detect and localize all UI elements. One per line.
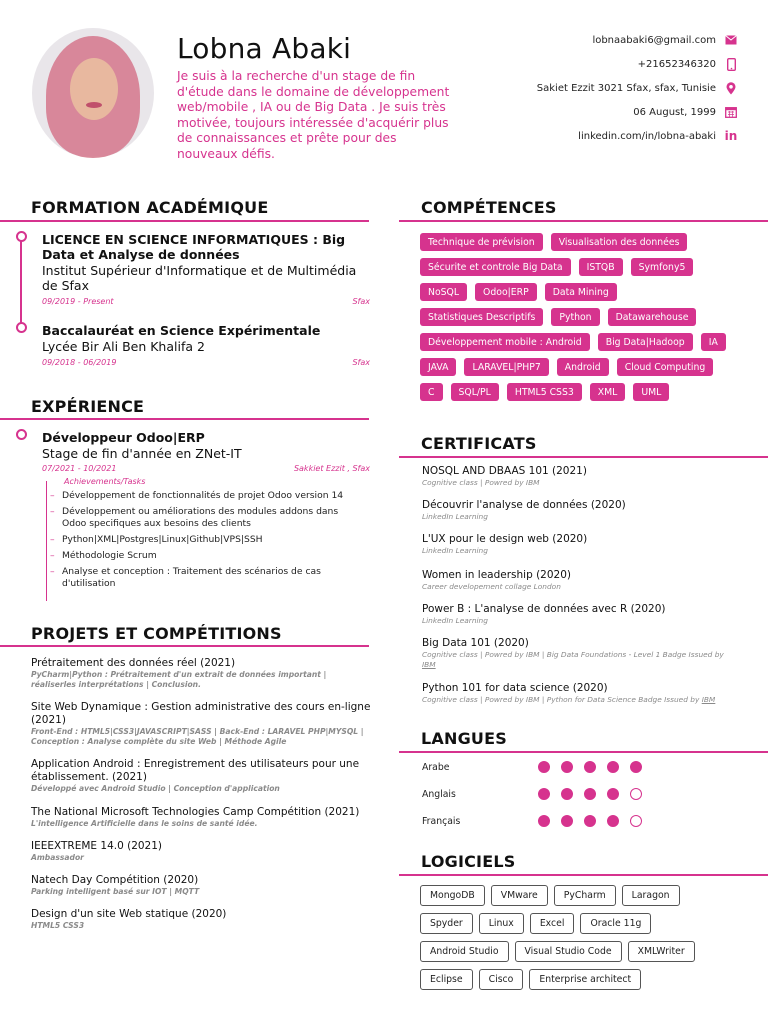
certificate-title: Découvrir l'analyse de données (2020) — [422, 499, 626, 511]
certificate-item — [422, 637, 742, 670]
level-dot-filled — [584, 761, 596, 773]
section-rule-skills — [399, 220, 768, 222]
certificate-item — [422, 499, 742, 522]
skill-tag: UML — [633, 383, 669, 401]
software-badge: Enterprise architect — [529, 969, 641, 990]
skill-tag: SQL/PL — [451, 383, 499, 401]
list-item: – Python|XML|Postgres|Linux|Github|VPS|SSH — [50, 534, 350, 546]
certificate-title: Women in leadership (2020) — [422, 569, 571, 581]
section-title-skills: COMPÉTENCES — [421, 198, 557, 217]
software-badge: PyCharm — [554, 885, 616, 906]
project-title: Application Android : Enregistrement des utilisateurs pour une établissement. (2021) — [31, 758, 360, 783]
certificate-issuer-text: Cognitive class | Powred by IBM | Python for Data Science Badge Issued by — [422, 695, 700, 704]
skill-tag: Développement mobile : Android — [420, 333, 590, 351]
project-item — [31, 657, 371, 690]
education-school: Lycée Bir Ali Ben Khalifa 2 — [42, 339, 205, 354]
timeline-dot — [16, 429, 27, 440]
language-name: Anglais — [422, 789, 456, 800]
project-description: Front-End : HTML5|CSS3|JAVASCRIPT|SASS | Back-End : LARAVEL PHP|MYSQL | Conception : Analyse complète du site Web | Méthode Agile — [31, 727, 364, 746]
experience-dates: 07/2021 - 10/2021 — [42, 464, 117, 473]
software-badge: Oracle 11g — [580, 913, 651, 934]
certificate-item — [422, 603, 742, 626]
language-row — [422, 789, 752, 803]
certificate-issuer: LinkedIn Learning — [422, 616, 488, 625]
envelope-icon — [724, 33, 738, 47]
phone-icon — [724, 57, 738, 71]
skill-tag: Android — [557, 358, 609, 376]
education-degree: LICENCE EN SCIENCE INFORMATIQUES : Big Data et Analyse de données — [42, 232, 346, 262]
list-item: – Analyse et conception : Traitement des scénarios de cas d'utilisation — [50, 566, 350, 590]
section-rule-certificates — [399, 456, 768, 458]
education-degree: Baccalauréat en Science Expérimentale — [42, 323, 321, 338]
education-dates: 09/2019 - Present — [42, 297, 114, 306]
level-dot-filled — [584, 815, 596, 827]
profile-photo — [32, 28, 154, 158]
certificate-title: Power B : L'analyse de données avec R (2020) — [422, 603, 666, 615]
section-title-software: LOGICIELS — [421, 852, 516, 871]
certificate-issuer — [422, 650, 742, 670]
language-level — [538, 815, 653, 827]
certificate-issuer: LinkedIn Learning — [422, 512, 488, 521]
project-description: Parking intelligent basé sur IOT | MQTT — [31, 887, 200, 896]
skill-tag: Odoo|ERP — [475, 283, 537, 301]
language-row — [422, 762, 752, 776]
section-rule-experience — [0, 418, 369, 420]
section-title-certificates: CERTIFICATS — [421, 434, 537, 453]
contact-linkedin[interactable] — [408, 124, 738, 148]
timeline-dot — [16, 231, 27, 242]
certificate-title: NOSQL AND DBAAS 101 (2021) — [422, 465, 587, 477]
section-rule-projects — [0, 645, 369, 647]
software-badge: VMware — [491, 885, 548, 906]
project-title: Prétraitement des données réel (2021) — [31, 657, 236, 669]
contact-email[interactable] — [408, 28, 738, 52]
section-rule-education — [0, 220, 369, 222]
certificate-item — [422, 533, 742, 556]
skill-tag: Cloud Computing — [617, 358, 714, 376]
skill-tag: Data Mining — [545, 283, 617, 301]
achievements-label: Achievements/Tasks — [64, 477, 146, 486]
level-dot-filled — [538, 761, 550, 773]
photo-lips — [86, 102, 102, 108]
level-dot-filled — [561, 788, 573, 800]
software-badge: Excel — [530, 913, 575, 934]
skill-tag: C — [420, 383, 443, 401]
level-dot-filled — [561, 761, 573, 773]
calendar-icon — [724, 105, 738, 119]
experience-company: Stage de fin d'année en ZNet-IT — [42, 446, 242, 461]
skill-tag-list — [420, 233, 740, 408]
certificate-item — [422, 465, 742, 488]
language-level — [538, 761, 653, 773]
linkedin-icon: in — [724, 129, 738, 143]
level-dot-filled — [561, 815, 573, 827]
level-dot-filled — [538, 815, 550, 827]
skill-tag: IA — [701, 333, 726, 351]
profile-summary: Je suis à la recherche d'un stage de fin d'étude dans le domaine de développement web/mobile , IA ou de Big Data . Je suis très motivée, toujours intéressée d'acquérir plus de connaissances et prête pour des nouveaux défis. — [177, 69, 450, 161]
contact-address — [408, 76, 738, 100]
contact-list — [408, 28, 738, 148]
skill-tag: NoSQL — [420, 283, 467, 301]
level-dot-filled — [630, 761, 642, 773]
certificate-item — [422, 682, 742, 705]
certificate-title: Python 101 for data science (2020) — [422, 682, 608, 694]
contact-linkedin-text: linkedin.com/in/lobna-abaki — [578, 130, 716, 142]
section-rule-software — [399, 874, 768, 876]
certificate-item — [422, 569, 742, 592]
contact-birthdate — [408, 100, 738, 124]
software-badge: Laragon — [622, 885, 680, 906]
contact-phone[interactable] — [408, 52, 738, 76]
contact-address-text: Sakiet Ezzit 3021 Sfax, sfax, Tunisie — [536, 82, 716, 94]
skill-tag: JAVA — [420, 358, 456, 376]
skill-tag: Datawarehouse — [608, 308, 697, 326]
software-badge: Visual Studio Code — [515, 941, 622, 962]
skill-tag: Sécurite et controle Big Data — [420, 258, 571, 276]
language-row — [422, 816, 752, 830]
education-dates: 09/2018 - 06/2019 — [42, 358, 117, 367]
skill-tag: ISTQB — [579, 258, 623, 276]
software-badge: Cisco — [479, 969, 524, 990]
skill-tag: Technique de prévision — [420, 233, 543, 251]
certificate-issuer-link[interactable]: IBM — [701, 695, 716, 704]
level-dot-empty — [630, 815, 642, 827]
list-item: – Méthodologie Scrum — [50, 550, 350, 562]
location-pin-icon — [724, 81, 738, 95]
achievements-list — [50, 490, 350, 594]
project-description: L'intelligence Artificielle dans le soins de santé idée. — [31, 819, 258, 828]
experience-role: Développeur Odoo|ERP — [42, 430, 205, 445]
level-dot-filled — [607, 761, 619, 773]
skill-tag: XML — [590, 383, 626, 401]
certificate-issuer — [422, 695, 742, 705]
contact-phone-text: +21652346320 — [637, 58, 716, 70]
project-description: PyCharm|Python : Prétraitement d'un extrait de données important | réaliserles interprétations | Conclusion. — [31, 670, 327, 689]
skill-tag: LARAVEL|PHP7 — [464, 358, 548, 376]
certificate-issuer: Cognitive class | Powred by IBM — [422, 478, 540, 487]
project-item — [31, 874, 371, 897]
skill-tag: Statistiques Descriptifs — [420, 308, 543, 326]
software-badge: XMLWriter — [628, 941, 695, 962]
project-item — [31, 840, 371, 863]
software-badge: Eclipse — [420, 969, 473, 990]
certificate-title: Big Data 101 (2020) — [422, 637, 529, 649]
project-title: Natech Day Compétition (2020) — [31, 874, 199, 886]
section-title-languages: LANGUES — [421, 729, 507, 748]
project-description: Développé avec Android Studio | Conception d'application — [31, 784, 280, 793]
software-badge: Linux — [479, 913, 524, 934]
software-badge: Android Studio — [420, 941, 509, 962]
project-description: Ambassador — [31, 853, 84, 862]
skill-tag: Visualisation des données — [551, 233, 688, 251]
timeline-line — [20, 240, 22, 326]
project-item — [31, 908, 371, 931]
certificate-title: L'UX pour le design web (2020) — [422, 533, 588, 545]
project-description: HTML5 CSS3 — [31, 921, 85, 930]
list-item: – Développement de fonctionnalités de projet Odoo version 14 — [50, 490, 350, 502]
level-dot-filled — [607, 815, 619, 827]
project-title: Site Web Dynamique : Gestion administrative des cours en-ligne (2021) — [31, 701, 371, 726]
section-title-experience: EXPÉRIENCE — [31, 397, 145, 416]
level-dot-empty — [630, 788, 642, 800]
project-title: IEEEXTREME 14.0 (2021) — [31, 840, 163, 852]
list-item: – Développement ou améliorations des modules addons dans Odoo specifiques aux besoins des clients — [50, 506, 350, 530]
experience-place: Sakkiet Ezzit , Sfax — [293, 464, 370, 473]
certificate-issuer-link[interactable]: IBM — [422, 660, 436, 669]
education-school: Institut Supérieur d'Informatique et de Multimédia de Sfax — [42, 263, 357, 293]
certificate-issuer-text: Cognitive class | Powred by IBM | Big Data Foundations - Level 1 Badge Issued by — [422, 650, 724, 659]
photo-face — [70, 58, 118, 120]
timeline-dot — [16, 322, 27, 333]
level-dot-filled — [538, 788, 550, 800]
project-item — [31, 758, 371, 794]
project-title: Design d'un site Web statique (2020) — [31, 908, 227, 920]
certificate-issuer: Career developement collage London — [422, 582, 561, 591]
software-badge: Spyder — [420, 913, 473, 934]
contact-email-text: lobnaabaki6@gmail.com — [592, 34, 716, 46]
education-place: Sfax — [352, 358, 370, 367]
project-title: The National Microsoft Technologies Camp Compétition (2021) — [31, 806, 360, 818]
project-item — [31, 701, 371, 747]
language-name: Français — [422, 816, 461, 827]
section-title-projects: PROJETS ET COMPÉTITIONS — [31, 624, 282, 643]
language-name: Arabe — [422, 762, 450, 773]
language-level — [538, 788, 653, 800]
level-dot-filled — [607, 788, 619, 800]
education-place: Sfax — [352, 297, 370, 306]
project-item — [31, 806, 371, 829]
contact-birthdate-text: 06 August, 1999 — [633, 106, 716, 118]
software-list — [420, 885, 740, 997]
skill-tag: HTML5 CSS3 — [507, 383, 582, 401]
section-title-education: FORMATION ACADÉMIQUE — [31, 198, 269, 217]
skill-tag: Symfony5 — [631, 258, 694, 276]
level-dot-filled — [584, 788, 596, 800]
section-rule-languages — [399, 751, 768, 753]
skill-tag: Python — [551, 308, 599, 326]
software-badge: MongoDB — [420, 885, 485, 906]
skill-tag: Big Data|Hadoop — [598, 333, 693, 351]
certificate-issuer: LinkedIn Learning — [422, 546, 488, 555]
candidate-name: Lobna Abaki — [177, 32, 352, 65]
